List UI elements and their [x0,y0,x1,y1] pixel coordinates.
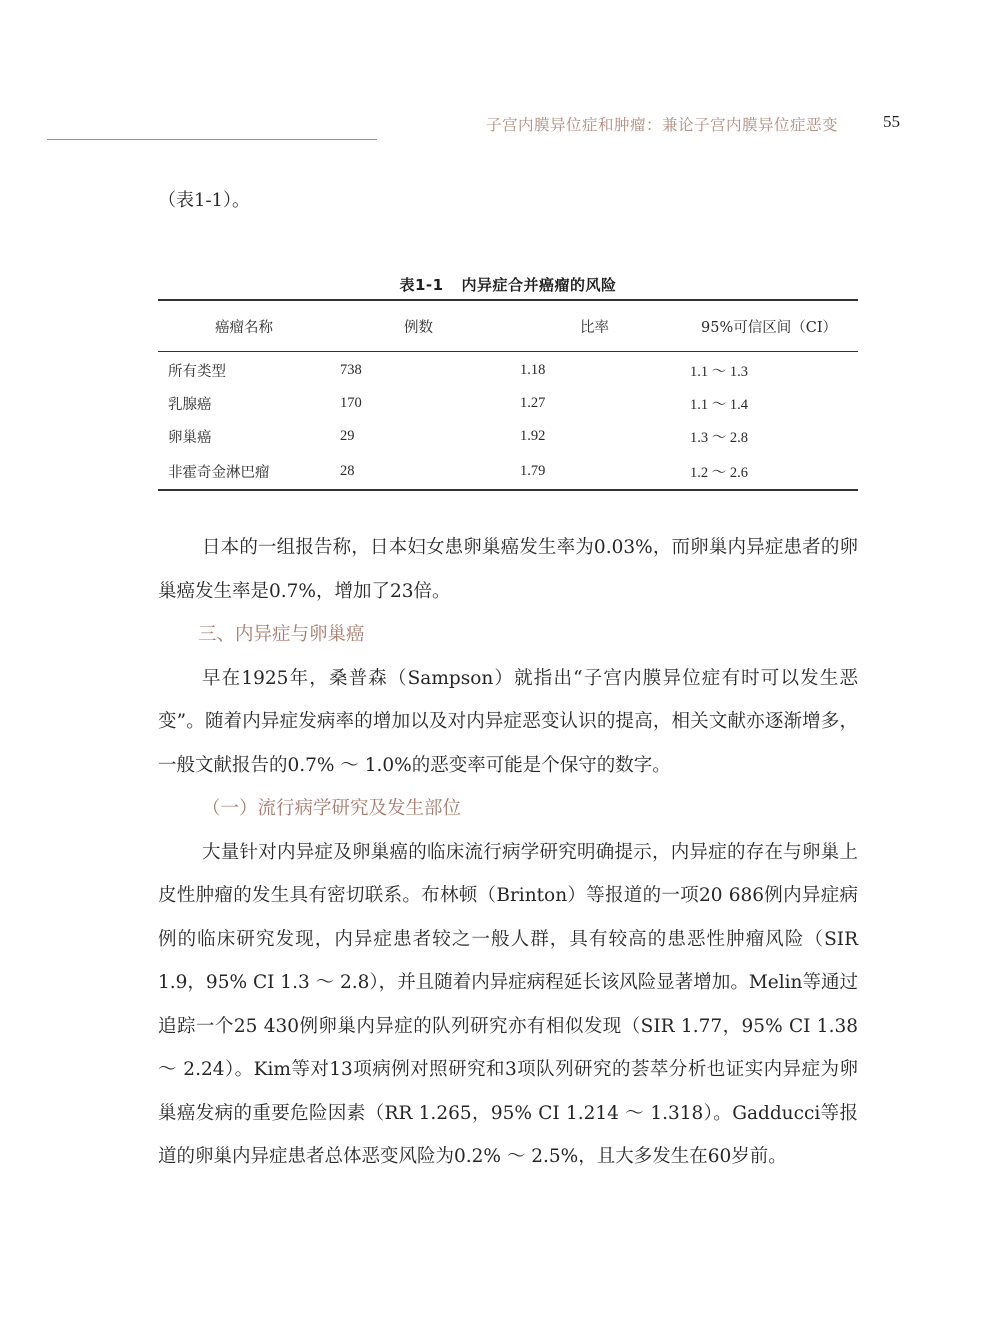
table-caption-label: 表1-1 [399,276,444,294]
table-row [158,387,858,420]
running-header [470,113,900,143]
table-caption-title: 内异症合并癌瘤的风险 [461,276,617,294]
cell-cancer-name: 乳腺癌 [168,397,212,413]
cell-ratio: 1.92 [520,428,546,444]
header-cancer-name: 癌瘤名称 [158,300,340,352]
cell-confidence-interval: 1.1 ～ 1.3 [690,364,748,380]
header-case-count: 例数 [340,300,520,352]
risk-table [158,299,858,491]
cell-case-count: 29 [340,428,355,444]
paragraph-epidemiology: 大量针对内异症及卵巢癌的临床流行病学研究明确提示，内异症的存在与卵巢上皮性肿瘤的发生具有密切联系。布林顿（Brinton）等报道的一项20 686例内异症病例的临床研究发现，内异症患者较之一般人群，具有较高的患恶性肿瘤风险（SIR 1.9，95% CI 1.3 ～ 2.8），并且随着内异症病程延长该风险显著增加。Melin等通过追踪一个25 430例卵巢内异症的队列研究亦有相似发现（SIR 1.77，95% CI 1.38 ～ 2.24）。Kim等对13项病例对照研究和3项队列研究的荟萃分析也证实内异症为卵巢癌发病的重要危险因素（RR 1.265，95% CI 1.214 ～ 1.318）。Gadducci等报道的卵巢内异症患者总体恶变风险为0.2% ～ 2.5%，且大多发生在60岁前。 [158,841,858,1167]
cell-ratio: 1.79 [520,453,678,490]
cell-confidence-interval: 1.1 ～ 1.4 [690,397,748,413]
cell-ratio: 1.18 [520,362,546,378]
table-caption [158,274,858,295]
page-number: 55 [883,112,900,131]
body-text [158,526,858,1179]
header-ratio: 比率 [520,300,678,352]
table-row [158,352,858,388]
cell-case-count: 170 [340,395,362,411]
paragraph-sampson: 早在1925年，桑普森（Sampson）就指出“子宫内膜异位症有时可以发生恶变”。随着内异症发病率的增加以及对内异症恶变认识的提高，相关文献亦逐渐增多，一般文献报告的0.7% ～ 1.0%的恶变率可能是个保守的数字。 [158,667,858,776]
table-row [158,453,858,490]
cell-cancer-name: 非霍奇金淋巴瘤 [158,453,340,490]
cell-confidence-interval: 1.2 ～ 2.6 [678,453,858,490]
section-heading: 三、内异症与卵巢癌 [198,624,365,645]
lead-in-text: （表1-1）。 [158,190,250,211]
running-header-title: 子宫内膜异位症和肿瘤：兼论子宫内膜异位症恶变 [485,116,838,134]
cell-cancer-name: 卵巢癌 [168,430,212,446]
header-rule-divider [47,139,377,140]
cell-case-count: 738 [340,362,362,378]
cell-cancer-name: 所有类型 [168,364,226,380]
cell-case-count: 28 [340,453,520,490]
table-header-row [158,300,858,352]
cell-confidence-interval: 1.3 ～ 2.8 [690,430,748,446]
paragraph-japan-report: 日本的一组报告称，日本妇女患卵巢癌发生率为0.03%，而卵巢内异症患者的卵巢癌发生率是0.7%，增加了23倍。 [158,537,858,602]
subsection-heading: （一）流行病学研究及发生部位 [202,798,462,819]
header-confidence-interval: 95%可信区间（CI） [678,300,858,352]
table-row [158,420,858,453]
cell-ratio: 1.27 [520,395,546,411]
